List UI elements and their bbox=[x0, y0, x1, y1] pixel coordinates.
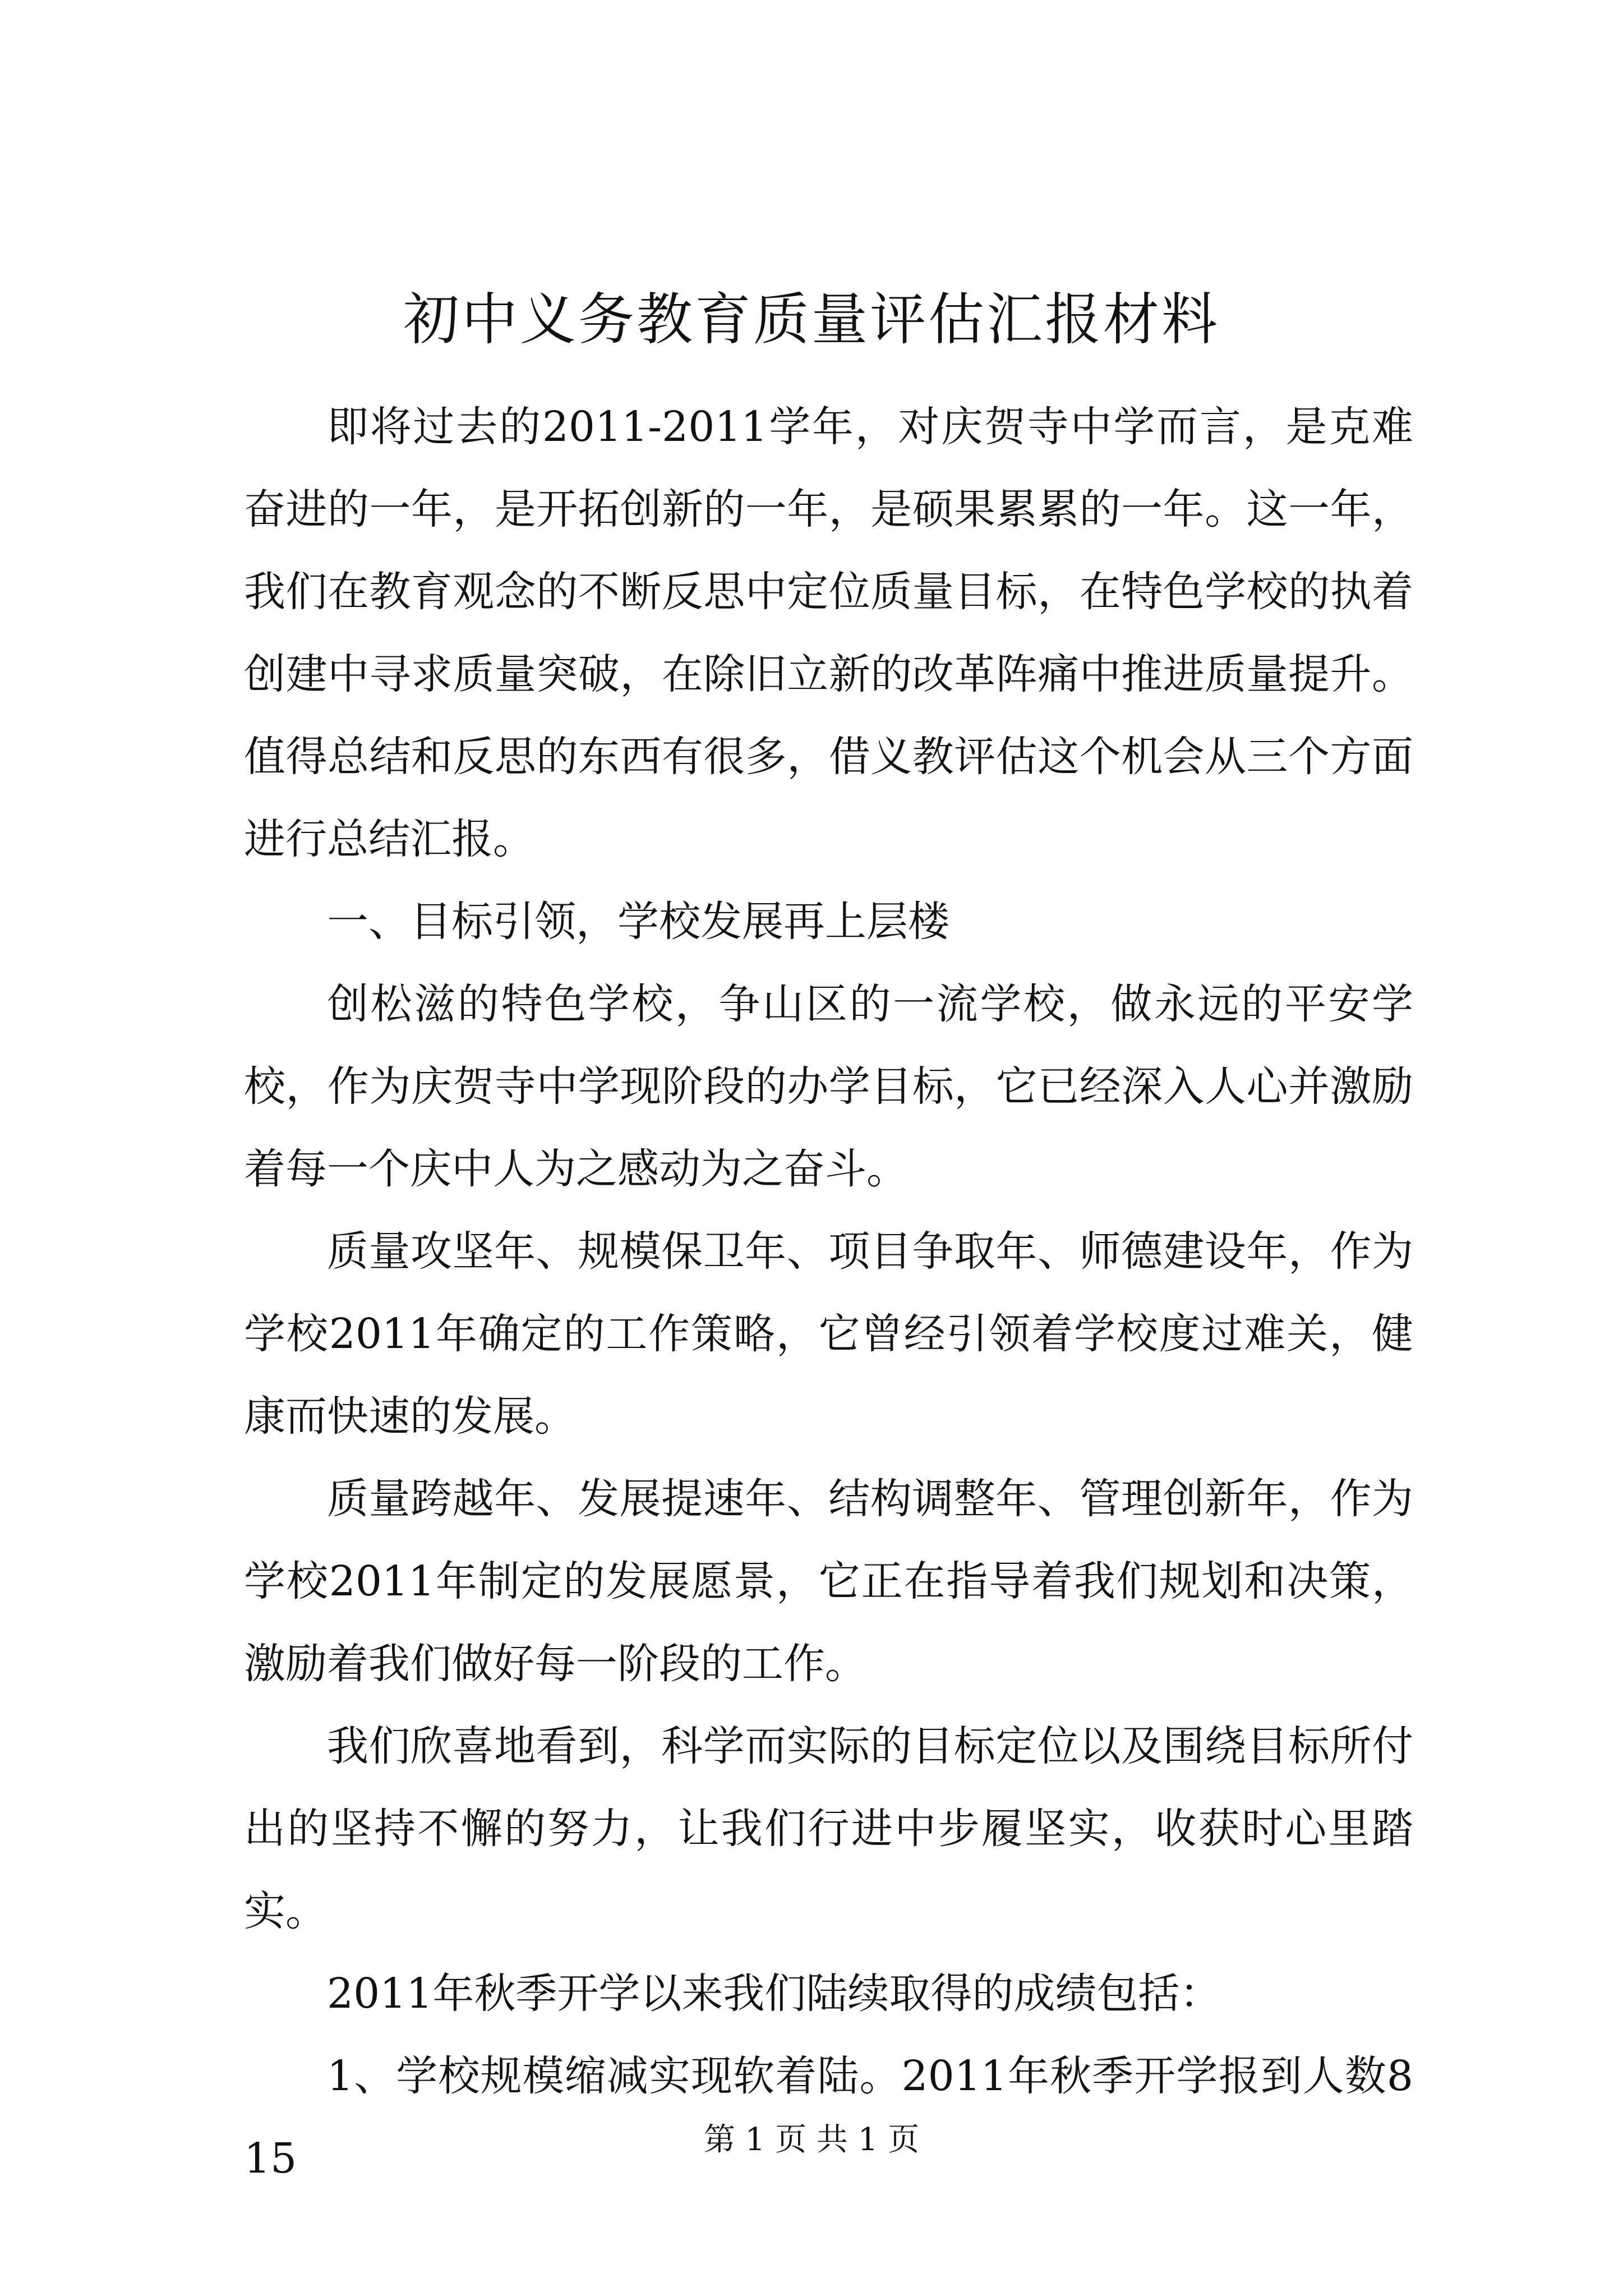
paragraph-intro: 即将过去的2011-2011学年，对庆贺寺中学而言，是克难奋进的一年，是开拓创新的一年，是硕果累累的一年。这一年，我们在教育观念的不断反思中定位质量目标，在特色学校的执着创建中寻求质量突破，在除旧立新的改革阵痛中推进质量提升。值得总结和反思的东西有很多，借义教评估这个机会从三个方面进行总结汇报。 bbox=[244, 403, 1413, 863]
section-heading-1: 一、目标引领，学校发展再上层楼 bbox=[327, 898, 949, 946]
paragraph-item-1: 1、学校规模缩减实现软着陆。2011年秋季开学报到人数815 bbox=[244, 2052, 1413, 2183]
paragraph-vision: 质量跨越年、发展提速年、结构调整年、管理创新年，作为学校2011年制定的发展愿景，它正在指导着我们规划和决策，激励着我们做好每一阶段的工作。 bbox=[244, 1475, 1413, 1688]
paragraph-strategy: 质量攻坚年、规模保卫年、项目争取年、师德建设年，作为学校2011年确定的工作策略，它曾经引领着学校度过难关，健康而快速的发展。 bbox=[244, 1227, 1413, 1441]
document-body bbox=[244, 386, 1413, 2200]
paragraph-achievements-intro: 2011年秋季开学以来我们陆续取得的成绩包括： bbox=[327, 1970, 1221, 2018]
paragraph-reflection: 我们欣喜地看到，科学而实际的目标定位以及围绕目标所付出的坚持不懈的努力，让我们行进中步履坚实，收获时心里踏实。 bbox=[244, 1722, 1413, 1935]
paragraph-goals: 创松滋的特色学校，争山区的一流学校，做永远的平安学校，作为庆贺寺中学现阶段的办学目标，它已经深入人心并激励着每一个庆中人为之感动为之奋斗。 bbox=[244, 980, 1413, 1193]
document-title: 初中义务教育质量评估汇报材料 bbox=[403, 287, 1220, 352]
page-footer: 第 1 页 共 1 页 bbox=[703, 2122, 920, 2158]
